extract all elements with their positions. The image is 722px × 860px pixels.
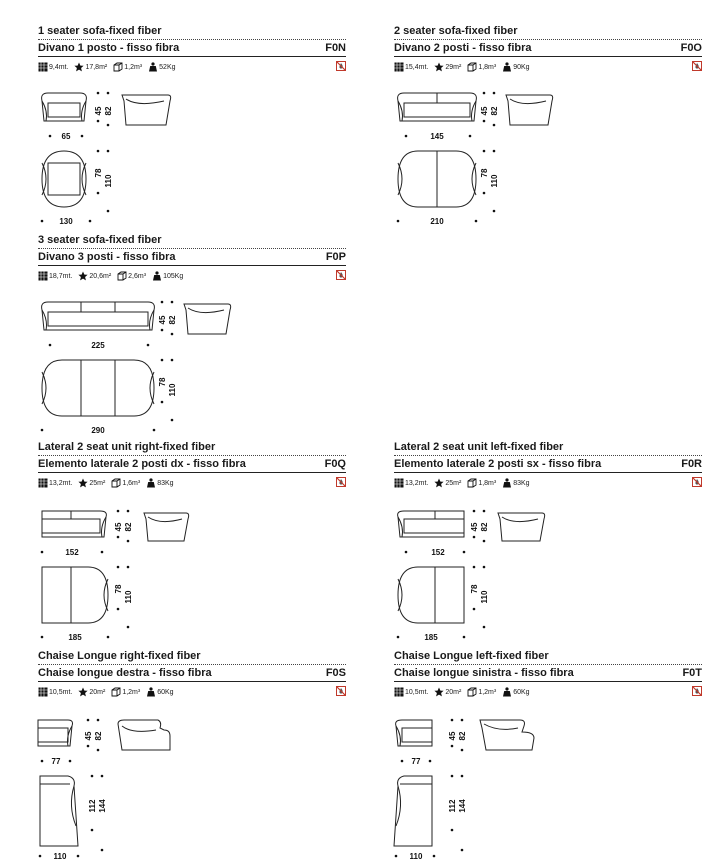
volume-icon bbox=[113, 62, 123, 72]
product-code: F0P bbox=[325, 251, 346, 263]
dim-height: 82 bbox=[94, 731, 103, 741]
product-block-3-seater bbox=[38, 234, 346, 434]
product-code: F0T bbox=[682, 667, 702, 679]
fire-rating-icon bbox=[336, 270, 346, 280]
product-subtitle: Chaise longue destra - fisso fibra bbox=[38, 667, 212, 679]
fabric-value: 18,7mt. bbox=[49, 272, 73, 280]
volume-icon bbox=[111, 478, 121, 488]
fire-rating-icon bbox=[692, 686, 702, 696]
solid-divider bbox=[394, 56, 702, 57]
dim-front-width: 152 bbox=[431, 548, 445, 557]
leather-icon bbox=[434, 687, 444, 697]
fire-rating-icon bbox=[692, 61, 702, 71]
dim-top-width: 110 bbox=[53, 852, 67, 860]
volume-value: 1,8m³ bbox=[478, 63, 497, 71]
dim-front-width: 65 bbox=[61, 132, 71, 141]
leather-value: 25m² bbox=[445, 479, 462, 487]
fabric-icon bbox=[38, 62, 48, 72]
solid-divider bbox=[394, 681, 702, 682]
weight-value: 83Kg bbox=[157, 479, 174, 487]
leather-value: 17,8m² bbox=[85, 63, 108, 71]
volume-value: 1,2m³ bbox=[478, 688, 497, 696]
weight-icon bbox=[502, 62, 512, 72]
solid-divider bbox=[38, 681, 346, 682]
leather-icon bbox=[434, 62, 444, 72]
weight-value: 105Kg bbox=[163, 272, 184, 280]
solid-divider bbox=[38, 56, 346, 57]
product-title: 1 seater sofa-fixed fiber bbox=[38, 25, 162, 37]
dim-top-total-depth: 110 bbox=[168, 383, 177, 397]
dim-top-total-depth: 110 bbox=[480, 590, 489, 604]
weight-value: 60Kg bbox=[513, 688, 530, 696]
dim-front-width: 77 bbox=[411, 757, 421, 766]
dim-top-width: 130 bbox=[59, 217, 73, 226]
product-subtitle: Divano 1 posto - fisso fibra bbox=[38, 42, 180, 54]
dim-depth: 45 bbox=[448, 731, 457, 741]
leather-icon bbox=[78, 687, 88, 697]
dim-top-depth: 78 bbox=[94, 168, 103, 178]
dim-top-total-depth: 110 bbox=[104, 174, 113, 188]
fire-rating-icon bbox=[692, 477, 702, 487]
volume-value: 1,2m³ bbox=[124, 63, 143, 71]
weight-icon bbox=[148, 62, 158, 72]
dotted-divider bbox=[38, 248, 346, 249]
leather-icon bbox=[78, 271, 88, 281]
spec-row bbox=[38, 477, 180, 489]
dim-top-depth: 78 bbox=[480, 168, 489, 178]
fabric-icon bbox=[38, 687, 48, 697]
dim-front-width: 225 bbox=[91, 341, 105, 350]
volume-value: 2,6m³ bbox=[128, 272, 147, 280]
leather-value: 25m² bbox=[89, 479, 106, 487]
technical-drawing bbox=[38, 706, 338, 860]
fabric-value: 13,2mt. bbox=[49, 479, 73, 487]
dim-depth: 45 bbox=[114, 522, 123, 532]
spec-row bbox=[38, 686, 180, 698]
weight-value: 60Kg bbox=[157, 688, 174, 696]
fabric-value: 13,2mt. bbox=[405, 479, 429, 487]
product-subtitle: Elemento laterale 2 posti sx - fisso fibra bbox=[394, 458, 602, 470]
spec-row bbox=[394, 61, 536, 73]
dotted-divider bbox=[38, 664, 346, 665]
weight-value: 52Kg bbox=[159, 63, 176, 71]
dim-depth: 45 bbox=[480, 106, 489, 116]
leather-icon bbox=[78, 478, 88, 488]
product-subtitle: Chaise longue sinistra - fisso fibra bbox=[394, 667, 574, 679]
dim-top-total-depth: 110 bbox=[124, 590, 133, 604]
product-title: 2 seater sofa-fixed fiber bbox=[394, 25, 518, 37]
spec-row bbox=[394, 477, 536, 489]
dim-top-depth: 78 bbox=[158, 377, 167, 387]
leather-value: 20m² bbox=[445, 688, 462, 696]
dim-top-width: 185 bbox=[424, 633, 438, 642]
dim-top-width: 290 bbox=[91, 426, 105, 435]
product-code: F0N bbox=[325, 42, 346, 54]
dim-top-width: 185 bbox=[68, 633, 82, 642]
product-code: F0S bbox=[325, 667, 346, 679]
leather-icon bbox=[74, 62, 84, 72]
product-code: F0Q bbox=[324, 458, 346, 470]
volume-value: 1,8m³ bbox=[478, 479, 497, 487]
spec-row bbox=[38, 61, 182, 73]
dim-depth: 45 bbox=[94, 106, 103, 116]
solid-divider bbox=[38, 265, 346, 266]
leather-value: 20m² bbox=[89, 688, 106, 696]
product-title: 3 seater sofa-fixed fiber bbox=[38, 234, 162, 246]
product-subtitle: Divano 3 posti - fisso fibra bbox=[38, 251, 176, 263]
product-title: Chaise Longue left-fixed fiber bbox=[394, 650, 549, 662]
fabric-icon bbox=[38, 271, 48, 281]
dim-height: 82 bbox=[490, 106, 499, 116]
dotted-divider bbox=[38, 455, 346, 456]
product-code: F0O bbox=[680, 42, 702, 54]
fabric-icon bbox=[394, 478, 404, 488]
solid-divider bbox=[38, 472, 346, 473]
fabric-value: 10,5mt. bbox=[405, 688, 429, 696]
volume-value: 1,2m³ bbox=[122, 688, 141, 696]
weight-icon bbox=[502, 478, 512, 488]
product-subtitle: Divano 2 posti - fisso fibra bbox=[394, 42, 532, 54]
dim-height: 82 bbox=[458, 731, 467, 741]
dim-height: 82 bbox=[480, 522, 489, 532]
dim-depth: 45 bbox=[158, 315, 167, 325]
volume-icon bbox=[467, 62, 477, 72]
dim-height: 82 bbox=[168, 315, 177, 325]
dim-top-total-depth: 144 bbox=[458, 799, 467, 813]
product-block-chaise-left bbox=[394, 650, 702, 860]
product-block-2-seater bbox=[394, 25, 702, 225]
dim-top-depth: 112 bbox=[88, 799, 97, 813]
volume-icon bbox=[111, 687, 121, 697]
product-block-lateral-left bbox=[394, 441, 702, 641]
dotted-divider bbox=[394, 664, 702, 665]
technical-drawing bbox=[38, 497, 338, 642]
fabric-value: 15,4mt. bbox=[405, 63, 429, 71]
product-title: Chaise Longue right-fixed fiber bbox=[38, 650, 201, 662]
fabric-value: 10,5mt. bbox=[49, 688, 73, 696]
dim-top-total-depth: 110 bbox=[490, 174, 499, 188]
product-subtitle: Elemento laterale 2 posti dx - fisso fibra bbox=[38, 458, 246, 470]
technical-drawing bbox=[394, 497, 694, 642]
weight-icon bbox=[146, 478, 156, 488]
dim-front-width: 145 bbox=[430, 132, 444, 141]
fabric-icon bbox=[394, 62, 404, 72]
product-block-1-seater bbox=[38, 25, 346, 225]
dim-height: 82 bbox=[124, 522, 133, 532]
dim-front-width: 77 bbox=[51, 757, 61, 766]
technical-drawing bbox=[38, 81, 338, 226]
spec-row bbox=[394, 686, 536, 698]
product-title: Lateral 2 seat unit left-fixed fiber bbox=[394, 441, 564, 453]
fabric-icon bbox=[394, 687, 404, 697]
solid-divider bbox=[394, 472, 702, 473]
fire-rating-icon bbox=[336, 61, 346, 71]
dim-top-depth: 78 bbox=[114, 584, 123, 594]
leather-value: 29m² bbox=[445, 63, 462, 71]
weight-icon bbox=[502, 687, 512, 697]
dim-height: 82 bbox=[104, 106, 113, 116]
fabric-icon bbox=[38, 478, 48, 488]
volume-icon bbox=[467, 478, 477, 488]
dim-front-width: 152 bbox=[65, 548, 79, 557]
dim-top-total-depth: 144 bbox=[98, 799, 107, 813]
weight-icon bbox=[146, 687, 156, 697]
technical-drawing bbox=[394, 81, 694, 226]
weight-icon bbox=[152, 271, 162, 281]
leather-value: 20,6m² bbox=[89, 272, 112, 280]
dotted-divider bbox=[394, 39, 702, 40]
dotted-divider bbox=[38, 39, 346, 40]
dim-top-depth: 112 bbox=[448, 799, 457, 813]
volume-icon bbox=[117, 271, 127, 281]
product-block-lateral-right bbox=[38, 441, 346, 641]
dotted-divider bbox=[394, 455, 702, 456]
volume-value: 1,6m³ bbox=[122, 479, 141, 487]
dim-top-depth: 78 bbox=[470, 584, 479, 594]
product-block-chaise-right bbox=[38, 650, 346, 860]
fire-rating-icon bbox=[336, 686, 346, 696]
product-code: F0R bbox=[681, 458, 702, 470]
technical-drawing bbox=[38, 290, 338, 435]
fabric-value: 9,4mt. bbox=[49, 63, 69, 71]
fire-rating-icon bbox=[336, 477, 346, 487]
weight-value: 90Kg bbox=[513, 63, 530, 71]
dim-top-width: 110 bbox=[409, 852, 423, 860]
dim-top-width: 210 bbox=[430, 217, 444, 226]
weight-value: 83Kg bbox=[513, 479, 530, 487]
leather-icon bbox=[434, 478, 444, 488]
volume-icon bbox=[467, 687, 477, 697]
spec-row bbox=[38, 270, 189, 282]
technical-drawing bbox=[394, 706, 694, 860]
dim-depth: 45 bbox=[84, 731, 93, 741]
product-title: Lateral 2 seat unit right-fixed fiber bbox=[38, 441, 216, 453]
dim-depth: 45 bbox=[470, 522, 479, 532]
